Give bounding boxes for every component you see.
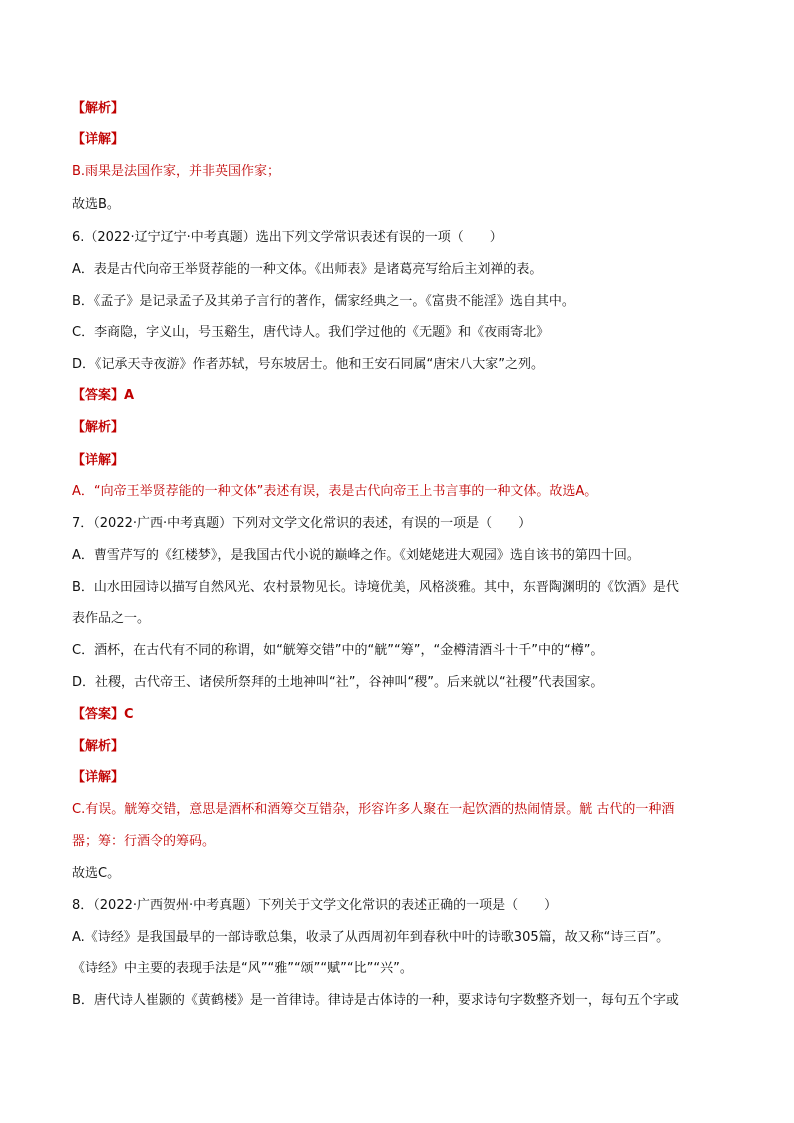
option-c: C．李商隐，字义山，号玉谿生，唐代诗人。我们学过他的《无题》和《夜雨寄北》	[72, 325, 550, 340]
option-c: C．酒杯，在古代有不同的称谓，如“觥筹交错”中的“觥”“筹”，“金樽清酒斗十千”中的“樽”。	[72, 643, 604, 658]
option-b-continued: 表作品之一。	[72, 611, 151, 626]
choice-line: 故选B。	[72, 197, 120, 212]
detail-label: 【详解】	[72, 453, 125, 468]
question-7: 7．（2022·广西·中考真题）下列对文学文化常识的表述，有误的一项是（ ）	[72, 516, 532, 531]
answer-label: 【答案】A	[72, 388, 135, 403]
question-6: 6.（2022·辽宁辽宁·中考真题）选出下列文学常识表述有误的一项（ ）	[72, 230, 503, 245]
choice-line: 故选C。	[72, 866, 121, 881]
explanation-text: C.有误。觥筹交错，意思是酒杯和酒筹交互错杂，形容许多人聚在一起饮酒的热闹情景。觥 古代的一种酒	[72, 802, 675, 817]
option-a: A．曹雪芹写的《红楼梦》，是我国古代小说的巅峰之作。《刘姥姥进大观园》选自该书的第四十回。	[72, 548, 640, 563]
option-d: D．社稷，古代帝王、诸侯所祭拜的土地神叫“社”，谷神叫“稷”。后来就以“社稷”代表国家。	[72, 675, 604, 690]
analysis-label: 【解析】	[72, 101, 125, 116]
option-d: D．《记承天寺夜游》作者苏轼，号东坡居士。他和王安石同属“唐宋八大家”之列。	[72, 357, 544, 372]
explanation-text: B.雨果是法国作家，并非英国作家；	[72, 164, 281, 179]
option-b: B．山水田园诗以描写自然风光、农村景物见长。诗境优美，风格淡雅。其中，东晋陶渊明的《饮酒》是代	[72, 580, 679, 595]
option-a-continued: 《诗经》中主要的表现手法是“风”“雅”“颂”“赋”“比”“兴”。	[72, 961, 413, 976]
detail-label: 【详解】	[72, 770, 125, 785]
option-a: A．表是古代向帝王举贤荐能的一种文体。《出师表》是诸葛亮写给后主刘禅的表。	[72, 262, 543, 277]
explanation-text: A．“向帝王举贤荐能的一种文体”表述有误，表是古代向帝王上书言事的一种文体。故选A。	[72, 484, 598, 499]
question-8: 8．（2022·广西贺州·中考真题）下列关于文学文化常识的表述正确的一项是（ ）	[72, 898, 558, 913]
detail-label: 【详解】	[72, 132, 125, 147]
answer-label: 【答案】C	[72, 707, 134, 722]
option-b: B．《孟子》是记录孟子及其弟子言行的著作，儒家经典之一。《富贵不能淫》选自其中。	[72, 294, 575, 309]
analysis-label: 【解析】	[72, 739, 125, 754]
explanation-text-continued: 器；筹：行酒令的筹码。	[72, 834, 216, 849]
analysis-label: 【解析】	[72, 420, 125, 435]
option-b: B．唐代诗人崔颢的《黄鹤楼》是一首律诗。律诗是古体诗的一种，要求诗句字数整齐划一，每句五个字或	[72, 993, 679, 1008]
option-a: A.《诗经》是我国最早的一部诗歌总集，收录了从西周初年到春秋中叶的诗歌305篇，故又称“诗三百”。	[72, 930, 670, 945]
